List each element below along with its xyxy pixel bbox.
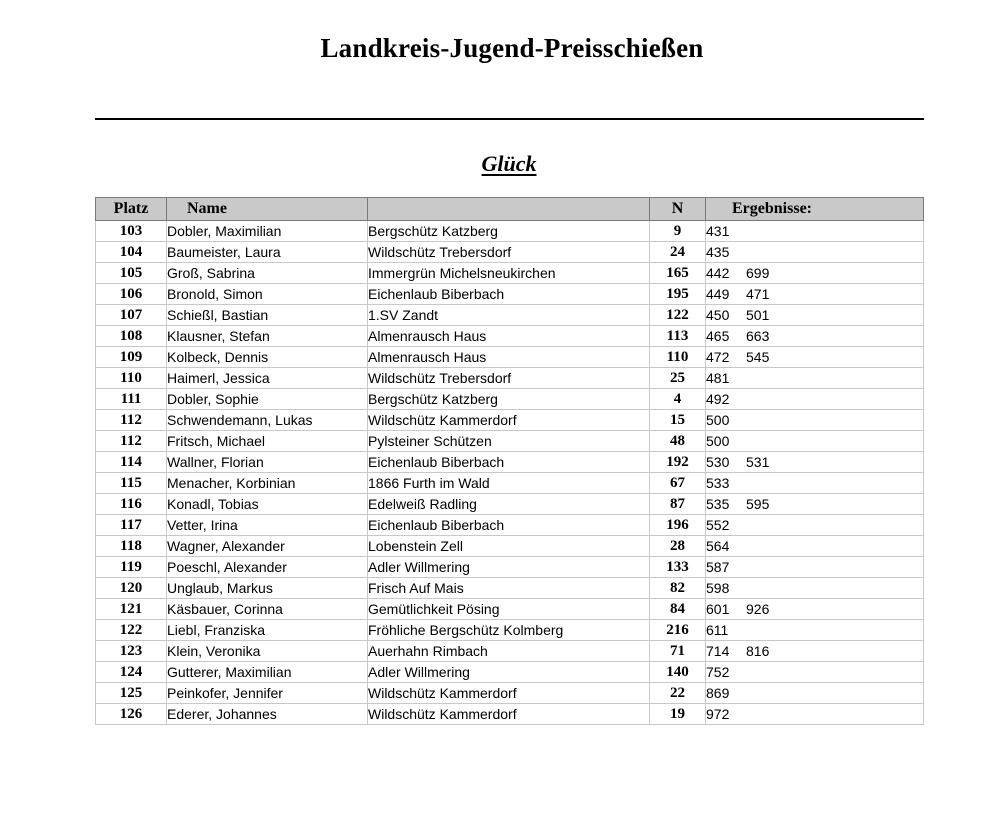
cell-platz: 117 [96, 515, 167, 536]
table-row [96, 452, 924, 473]
column-header-platz: Platz [96, 198, 167, 221]
cell-name: Vetter, Irina [167, 515, 368, 536]
cell-name: Baumeister, Laura [167, 242, 368, 263]
result-value: 500 [706, 412, 730, 428]
result-value: 533 [706, 475, 730, 491]
table-row [96, 641, 924, 662]
result-value: 449 [706, 286, 730, 302]
table-row [96, 326, 924, 347]
cell-n: 110 [650, 347, 706, 368]
cell-platz: 108 [96, 326, 167, 347]
result-value: 699 [746, 265, 770, 281]
cell-platz: 110 [96, 368, 167, 389]
cell-n: 192 [650, 452, 706, 473]
cell-n: 4 [650, 389, 706, 410]
table-row [96, 494, 924, 515]
cell-platz: 111 [96, 389, 167, 410]
cell-name: Gutterer, Maximilian [167, 662, 368, 683]
cell-club: Eichenlaub Biberbach [368, 452, 650, 473]
cell-club: Bergschütz Katzberg [368, 221, 650, 242]
cell-name: Schwendemann, Lukas [167, 410, 368, 431]
cell-name: Käsbauer, Corinna [167, 599, 368, 620]
cell-platz: 105 [96, 263, 167, 284]
cell-ergebnisse [706, 578, 924, 599]
cell-name: Poeschl, Alexander [167, 557, 368, 578]
cell-n: 216 [650, 620, 706, 641]
table-row [96, 578, 924, 599]
cell-club: Eichenlaub Biberbach [368, 515, 650, 536]
cell-name: Wagner, Alexander [167, 536, 368, 557]
cell-platz: 120 [96, 578, 167, 599]
cell-name: Klausner, Stefan [167, 326, 368, 347]
result-value: 552 [706, 517, 730, 533]
cell-name: Ederer, Johannes [167, 704, 368, 725]
cell-club: Wildschütz Kammerdorf [368, 410, 650, 431]
cell-name: Dobler, Sophie [167, 389, 368, 410]
cell-platz: 114 [96, 452, 167, 473]
table-row [96, 473, 924, 494]
cell-club: Adler Willmering [368, 662, 650, 683]
cell-platz: 104 [96, 242, 167, 263]
cell-name: Haimerl, Jessica [167, 368, 368, 389]
cell-n: 122 [650, 305, 706, 326]
cell-club: Gemütlichkeit Pösing [368, 599, 650, 620]
section-title: Glück [481, 151, 537, 176]
results-table [95, 197, 924, 725]
cell-n: 133 [650, 557, 706, 578]
table-row [96, 347, 924, 368]
cell-ergebnisse [706, 641, 924, 662]
table-row [96, 389, 924, 410]
result-value: 481 [706, 370, 730, 386]
cell-name: Menacher, Korbinian [167, 473, 368, 494]
cell-n: 9 [650, 221, 706, 242]
result-value: 595 [746, 496, 770, 512]
cell-ergebnisse [706, 473, 924, 494]
result-value: 472 [706, 349, 730, 365]
cell-platz: 109 [96, 347, 167, 368]
cell-name: Bronold, Simon [167, 284, 368, 305]
cell-club: Wildschütz Kammerdorf [368, 704, 650, 725]
cell-club: 1866 Furth im Wald [368, 473, 650, 494]
table-header-row [96, 198, 924, 221]
result-value: 598 [706, 580, 730, 596]
cell-ergebnisse [706, 368, 924, 389]
cell-n: 24 [650, 242, 706, 263]
cell-platz: 123 [96, 641, 167, 662]
cell-ergebnisse [706, 389, 924, 410]
cell-n: 22 [650, 683, 706, 704]
table-row [96, 410, 924, 431]
table-row [96, 704, 924, 725]
table-row [96, 662, 924, 683]
cell-club: Pylsteiner Schützen [368, 431, 650, 452]
result-value: 926 [746, 601, 770, 617]
result-value: 972 [706, 706, 730, 722]
cell-name: Fritsch, Michael [167, 431, 368, 452]
cell-ergebnisse [706, 284, 924, 305]
cell-ergebnisse [706, 620, 924, 641]
cell-platz: 106 [96, 284, 167, 305]
cell-platz: 121 [96, 599, 167, 620]
cell-club: Almenrausch Haus [368, 326, 650, 347]
cell-ergebnisse [706, 347, 924, 368]
result-value: 465 [706, 328, 730, 344]
cell-club: Lobenstein Zell [368, 536, 650, 557]
cell-n: 196 [650, 515, 706, 536]
result-value: 535 [706, 496, 730, 512]
result-value: 531 [746, 454, 770, 470]
cell-club: Fröhliche Bergschütz Kolmberg [368, 620, 650, 641]
cell-ergebnisse [706, 431, 924, 452]
cell-ergebnisse [706, 242, 924, 263]
result-value: 471 [746, 286, 770, 302]
result-value: 816 [746, 643, 770, 659]
result-value: 714 [706, 643, 730, 659]
result-value: 501 [746, 307, 770, 323]
cell-n: 19 [650, 704, 706, 725]
cell-name: Unglaub, Markus [167, 578, 368, 599]
cell-platz: 115 [96, 473, 167, 494]
cell-n: 165 [650, 263, 706, 284]
cell-ergebnisse [706, 326, 924, 347]
table-row [96, 515, 924, 536]
cell-platz: 126 [96, 704, 167, 725]
cell-club: Wildschütz Kammerdorf [368, 683, 650, 704]
cell-n: 15 [650, 410, 706, 431]
cell-name: Peinkofer, Jennifer [167, 683, 368, 704]
cell-name: Groß, Sabrina [167, 263, 368, 284]
cell-name: Liebl, Franziska [167, 620, 368, 641]
cell-ergebnisse [706, 557, 924, 578]
cell-n: 71 [650, 641, 706, 662]
cell-platz: 112 [96, 431, 167, 452]
column-header-club [368, 198, 650, 221]
result-value: 442 [706, 265, 730, 281]
cell-platz: 112 [96, 410, 167, 431]
cell-ergebnisse [706, 221, 924, 242]
cell-ergebnisse [706, 494, 924, 515]
cell-club: Wildschütz Trebersdorf [368, 242, 650, 263]
cell-club: Adler Willmering [368, 557, 650, 578]
result-value: 545 [746, 349, 770, 365]
cell-ergebnisse [706, 305, 924, 326]
cell-ergebnisse [706, 263, 924, 284]
cell-club: Frisch Auf Mais [368, 578, 650, 599]
cell-platz: 103 [96, 221, 167, 242]
cell-name: Konadl, Tobias [167, 494, 368, 515]
cell-ergebnisse [706, 599, 924, 620]
cell-platz: 118 [96, 536, 167, 557]
cell-club: Immergrün Michelsneukirchen [368, 263, 650, 284]
cell-n: 28 [650, 536, 706, 557]
cell-name: Schießl, Bastian [167, 305, 368, 326]
cell-platz: 124 [96, 662, 167, 683]
title-divider [95, 118, 924, 120]
table-row [96, 557, 924, 578]
cell-club: 1.SV Zandt [368, 305, 650, 326]
cell-n: 195 [650, 284, 706, 305]
cell-club: Auerhahn Rimbach [368, 641, 650, 662]
result-value: 492 [706, 391, 730, 407]
cell-platz: 119 [96, 557, 167, 578]
result-value: 530 [706, 454, 730, 470]
column-header-name: Name [167, 198, 368, 221]
cell-n: 67 [650, 473, 706, 494]
table-row [96, 221, 924, 242]
cell-ergebnisse [706, 515, 924, 536]
cell-ergebnisse [706, 662, 924, 683]
cell-name: Wallner, Florian [167, 452, 368, 473]
table-row [96, 284, 924, 305]
cell-club: Almenrausch Haus [368, 347, 650, 368]
cell-ergebnisse [706, 536, 924, 557]
result-value: 752 [706, 664, 730, 680]
cell-name: Dobler, Maximilian [167, 221, 368, 242]
table-row [96, 263, 924, 284]
table-row [96, 599, 924, 620]
cell-n: 113 [650, 326, 706, 347]
document-title: Landkreis-Jugend-Preisschießen [320, 33, 704, 63]
result-value: 564 [706, 538, 730, 554]
result-value: 587 [706, 559, 730, 575]
table-row [96, 536, 924, 557]
cell-n: 48 [650, 431, 706, 452]
result-value: 435 [706, 244, 730, 260]
table-row [96, 683, 924, 704]
result-value: 663 [746, 328, 770, 344]
cell-ergebnisse [706, 410, 924, 431]
cell-club: Wildschütz Trebersdorf [368, 368, 650, 389]
cell-ergebnisse [706, 683, 924, 704]
cell-platz: 122 [96, 620, 167, 641]
column-header-n: N [650, 198, 706, 221]
table-row [96, 368, 924, 389]
cell-n: 84 [650, 599, 706, 620]
cell-club: Bergschütz Katzberg [368, 389, 650, 410]
cell-platz: 107 [96, 305, 167, 326]
table-row [96, 242, 924, 263]
cell-name: Klein, Veronika [167, 641, 368, 662]
cell-club: Eichenlaub Biberbach [368, 284, 650, 305]
cell-ergebnisse [706, 452, 924, 473]
cell-platz: 125 [96, 683, 167, 704]
result-value: 611 [706, 622, 729, 638]
table-row [96, 431, 924, 452]
result-value: 500 [706, 433, 730, 449]
cell-n: 87 [650, 494, 706, 515]
cell-name: Kolbeck, Dennis [167, 347, 368, 368]
cell-n: 82 [650, 578, 706, 599]
result-value: 601 [706, 601, 730, 617]
table-row [96, 305, 924, 326]
result-value: 431 [706, 223, 730, 239]
column-header-ergebnisse: Ergebnisse: [706, 198, 924, 221]
table-row [96, 620, 924, 641]
cell-platz: 116 [96, 494, 167, 515]
cell-n: 140 [650, 662, 706, 683]
cell-club: Edelweiß Radling [368, 494, 650, 515]
result-value: 869 [706, 685, 730, 701]
cell-ergebnisse [706, 704, 924, 725]
cell-n: 25 [650, 368, 706, 389]
result-value: 450 [706, 307, 730, 323]
